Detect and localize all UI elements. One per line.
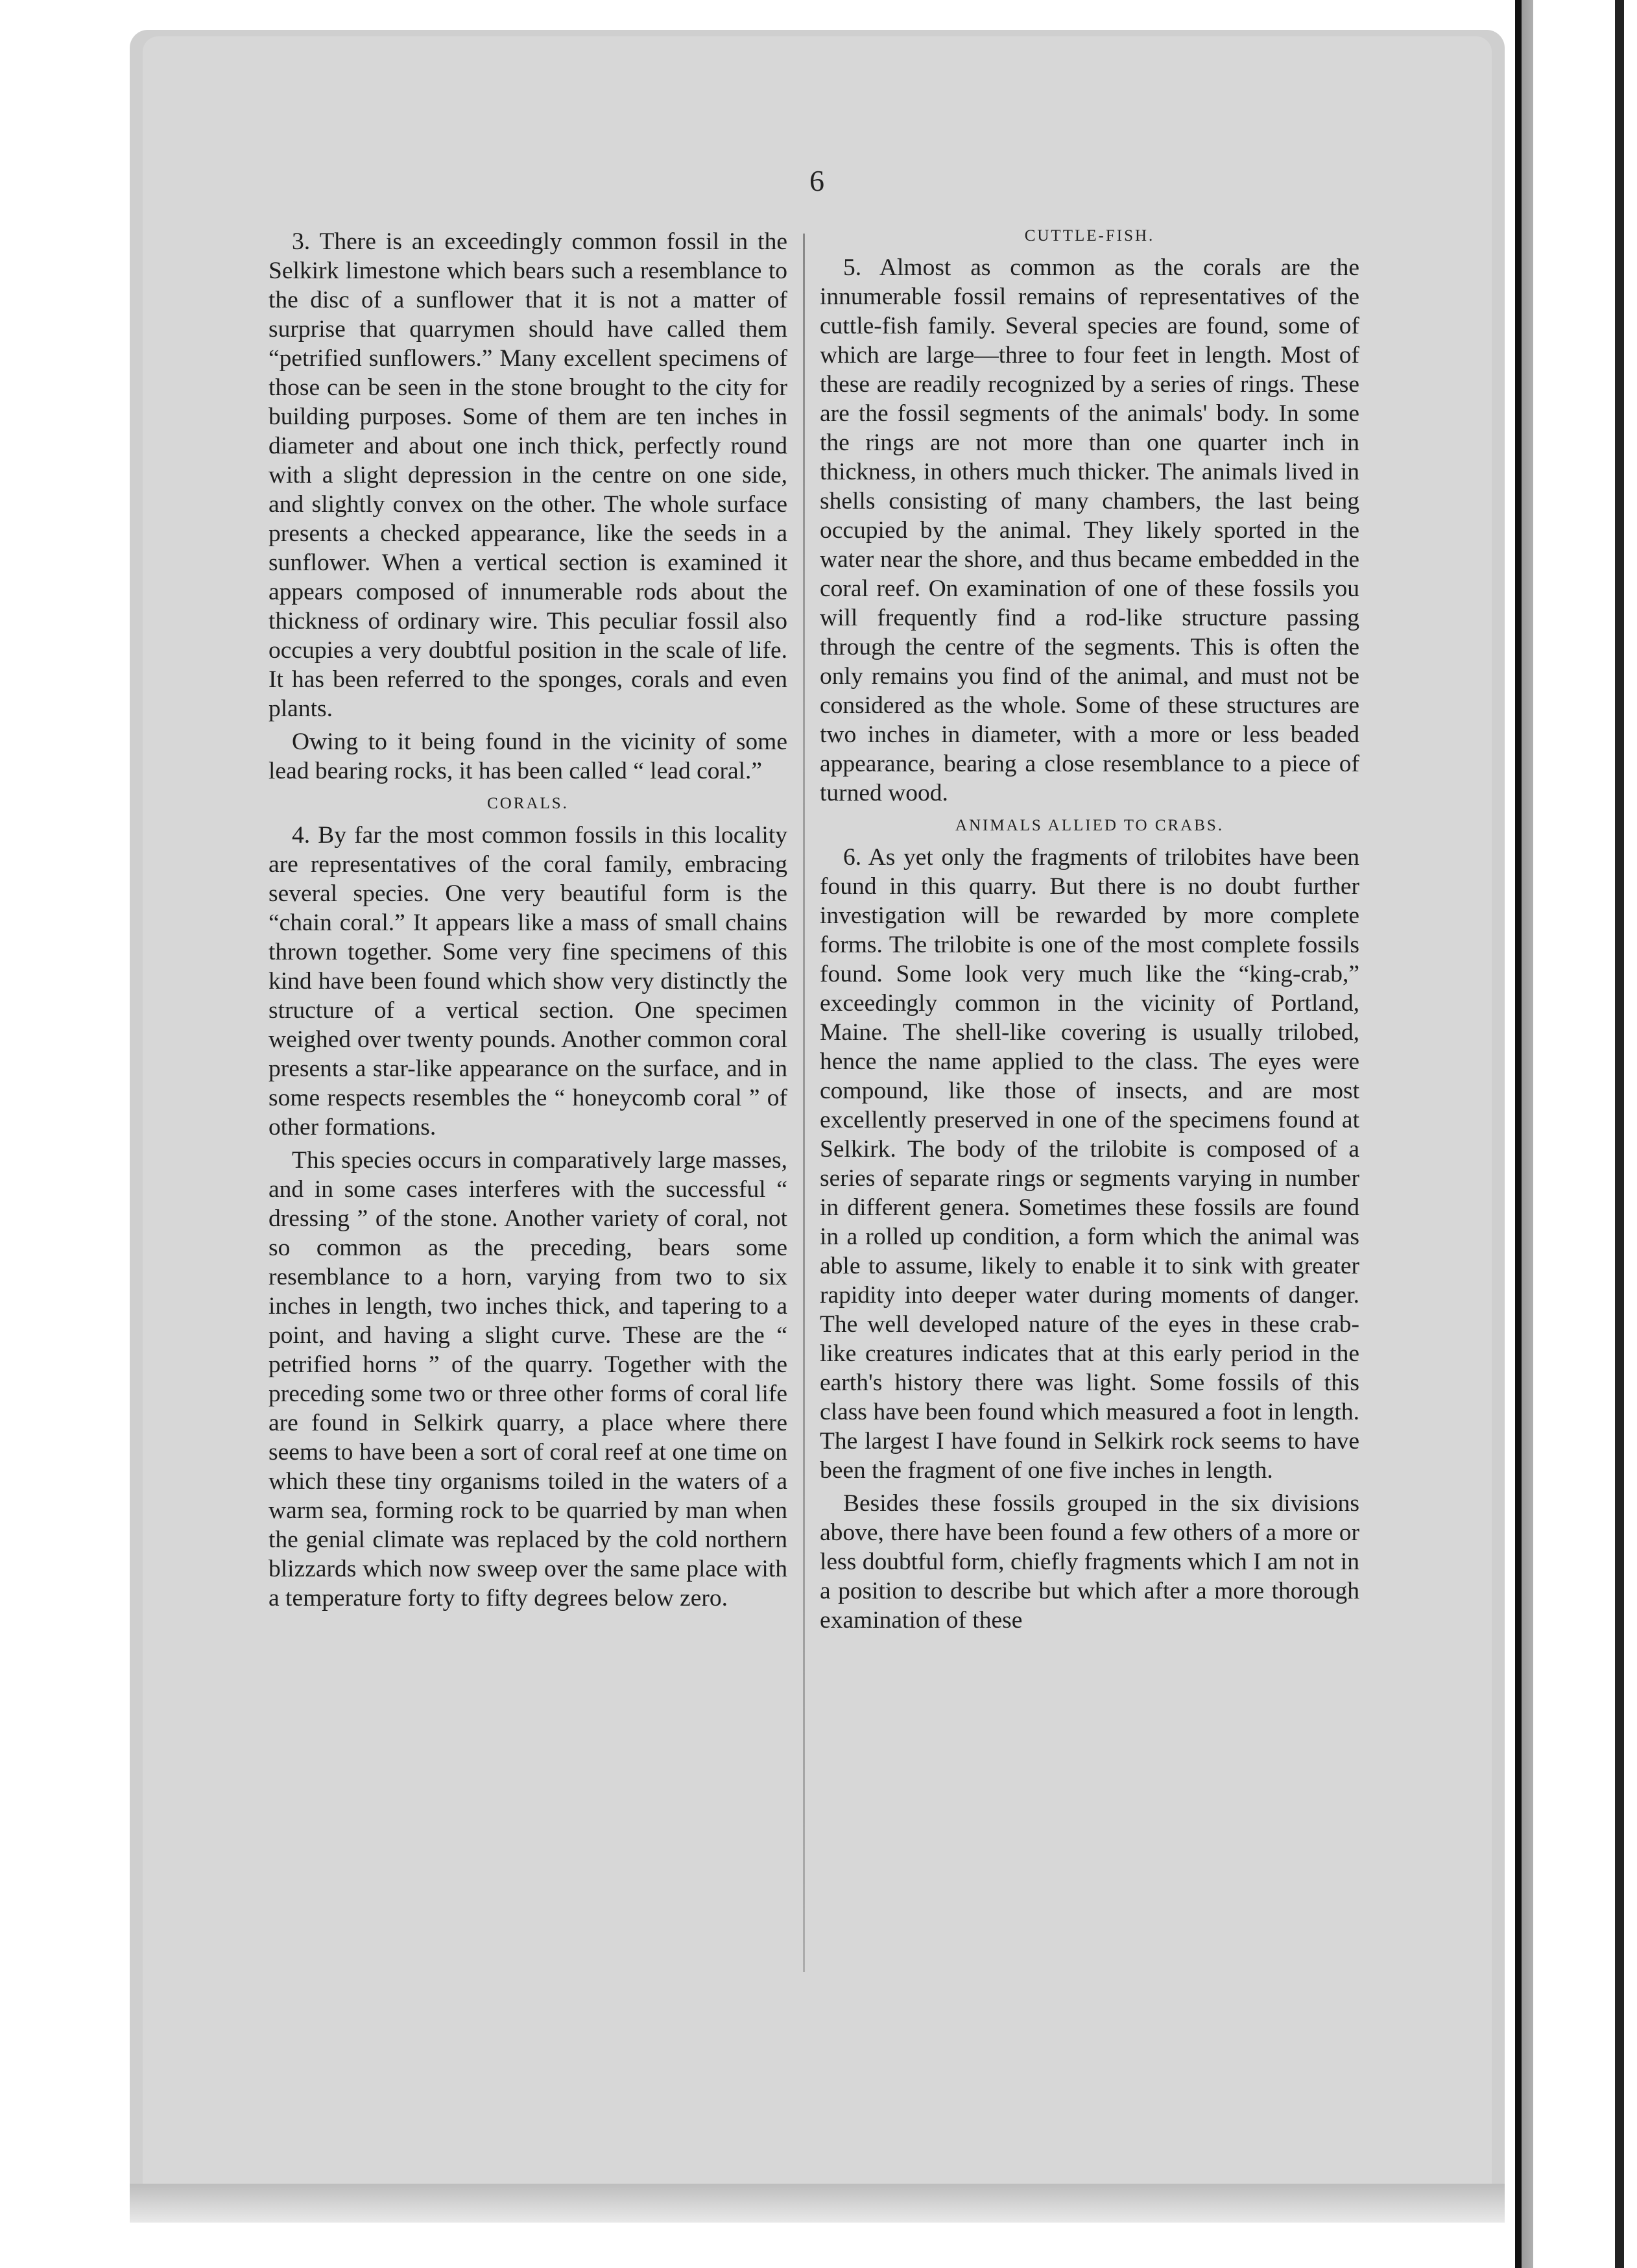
column-divider <box>803 234 805 1972</box>
adjacent-page-edge <box>1515 0 1533 2268</box>
paragraph-3: 3. There is an exceedingly common fossil in the Selkirk limestone which bears such a resemblance to the disc of a sunflower that it is not a matter of surprise that quarrymen should have called them “petrified sunflowers.” Many excellent specimens of those can be seen in the stone brought to the city for building purposes. Some of them are ten inches in diameter and about one inch thick, perfectly round with a slight depression in the centre on one side, and slightly convex on the other. The whole surface presents a checked appearance, like the seeds in a sunflower. When a vertical section is examined it appears composed of innumerable rods about the thickness of ordinary wire. This peculiar fossil also occupies a very doubtful position in the scale of life. It has been referred to the sponges, corals and even plants. <box>269 228 787 722</box>
section-heading-cuttle-fish: CUTTLE-FISH. <box>1024 227 1155 245</box>
paragraph-lead-coral: Owing to it being found in the vicinity of some lead bearing rocks, it has been called “ lead coral.” <box>269 729 787 784</box>
paragraph-6: 6. As yet only the fragments of trilobites have been found in this quarry. But there is no doubt further investigation will be rewarded by more complete forms. The trilobite is one of the most complete fossils found. Some look very much like the “king-crab,” exceedingly common in the vicinity of Portland, Maine. The shell-like covering is usually trilobed, hence the name applied to the class. The eyes were compound, like those of insects, and are most excellently preserved in one of the specimens found at Selkirk. The body of the trilobite is composed of a series of separate rings or segments varying in number in different genera. Sometimes these fossils are found in a rolled up condition, a form which the animal was able to assume, likely to enable it to sink with greater rapidity into deeper water during moments of danger. The well developed nature of the eyes in these crab-like creatures indicates that at this early period in the earth's history there was light. Some fossils of this class have been found which measured a foot in length. The largest I have found in Selkirk rock seems to have been the fragment of one five inches in length. <box>820 844 1359 1484</box>
section-heading-corals: CORALS. <box>487 795 569 812</box>
paragraph-species: This species occurs in comparatively large masses, and in some cases interferes with the successful “ dressing ” of the stone. Another variety of coral, not so common as the preceding, bears some resemblance to a horn, varying from two to six inches in length, two inches thick, and tapering to a point, and having a slight curve. These are the “ petrified horns ” of the quarry. Together with the preceding some two or three other forms of coral life are found in Selkirk quarry, a place where there seems to have been a sort of coral reef at one time on which these tiny organisms toiled in the waters of a warm sea, forming rock to be quarried by man when the genial climate was replaced by the cold northern blizzards which now sweep over the same place with a temperature forty to fifty degrees below zero. <box>269 1147 787 1611</box>
scan-margin-left <box>0 0 130 2268</box>
paragraph-4: 4. By far the most common fossils in this locality are representatives of the coral family, embracing several species. One very beautiful form is the “chain coral.” It appears like a mass of small chains thrown together. Some very fine specimens of this kind have been found which show very distinctly the structure of a vertical section. One specimen weighed over twenty pounds. Another common coral presents a star-like appearance on the surface, and in some respects resembles the “ honeycomb coral ” of other formations. <box>269 822 787 1140</box>
page-number: 6 <box>809 164 824 197</box>
left-column <box>269 227 787 1617</box>
paragraph-besides: Besides these fossils grouped in the six divisions above, there have been found a few others of a more or less doubtful form, chiefly fragments which I am not in a position to describe but which after a more thorough examination of these <box>820 1490 1359 1634</box>
paragraph-5: 5. Almost as common as the corals are the innumerable fossil remains of representatives of the cuttle-fish family. Several species are found, some of which are large—three to four feet in length. Most of these are readily recognized by a series of rings. These are the fossil segments of the animals' body. In some the rings are not more than one quarter inch in thickness, in others much thicker. The animals lived in shells consisting of many chambers, the last being occupied by the animal. They likely sported in the water near the shore, and thus became embedded in the coral reef. On examination of one of these fossils you will frequently find a rod-like structure passing through the centre of the segments. This is often the only remains you find of the animal, and must not be considered as the whole. Some of these structures are two inches in diameter, with a more or less beaded appearance, bearing a close resemblance to a piece of turned wood. <box>820 254 1359 806</box>
scan-margin-right <box>1511 0 1637 2268</box>
page-bottom-shadow <box>130 2184 1505 2223</box>
scan-border-line <box>1615 0 1624 2268</box>
section-heading-crabs: ANIMALS ALLIED TO CRABS. <box>955 817 1225 834</box>
right-column <box>820 227 1359 1639</box>
